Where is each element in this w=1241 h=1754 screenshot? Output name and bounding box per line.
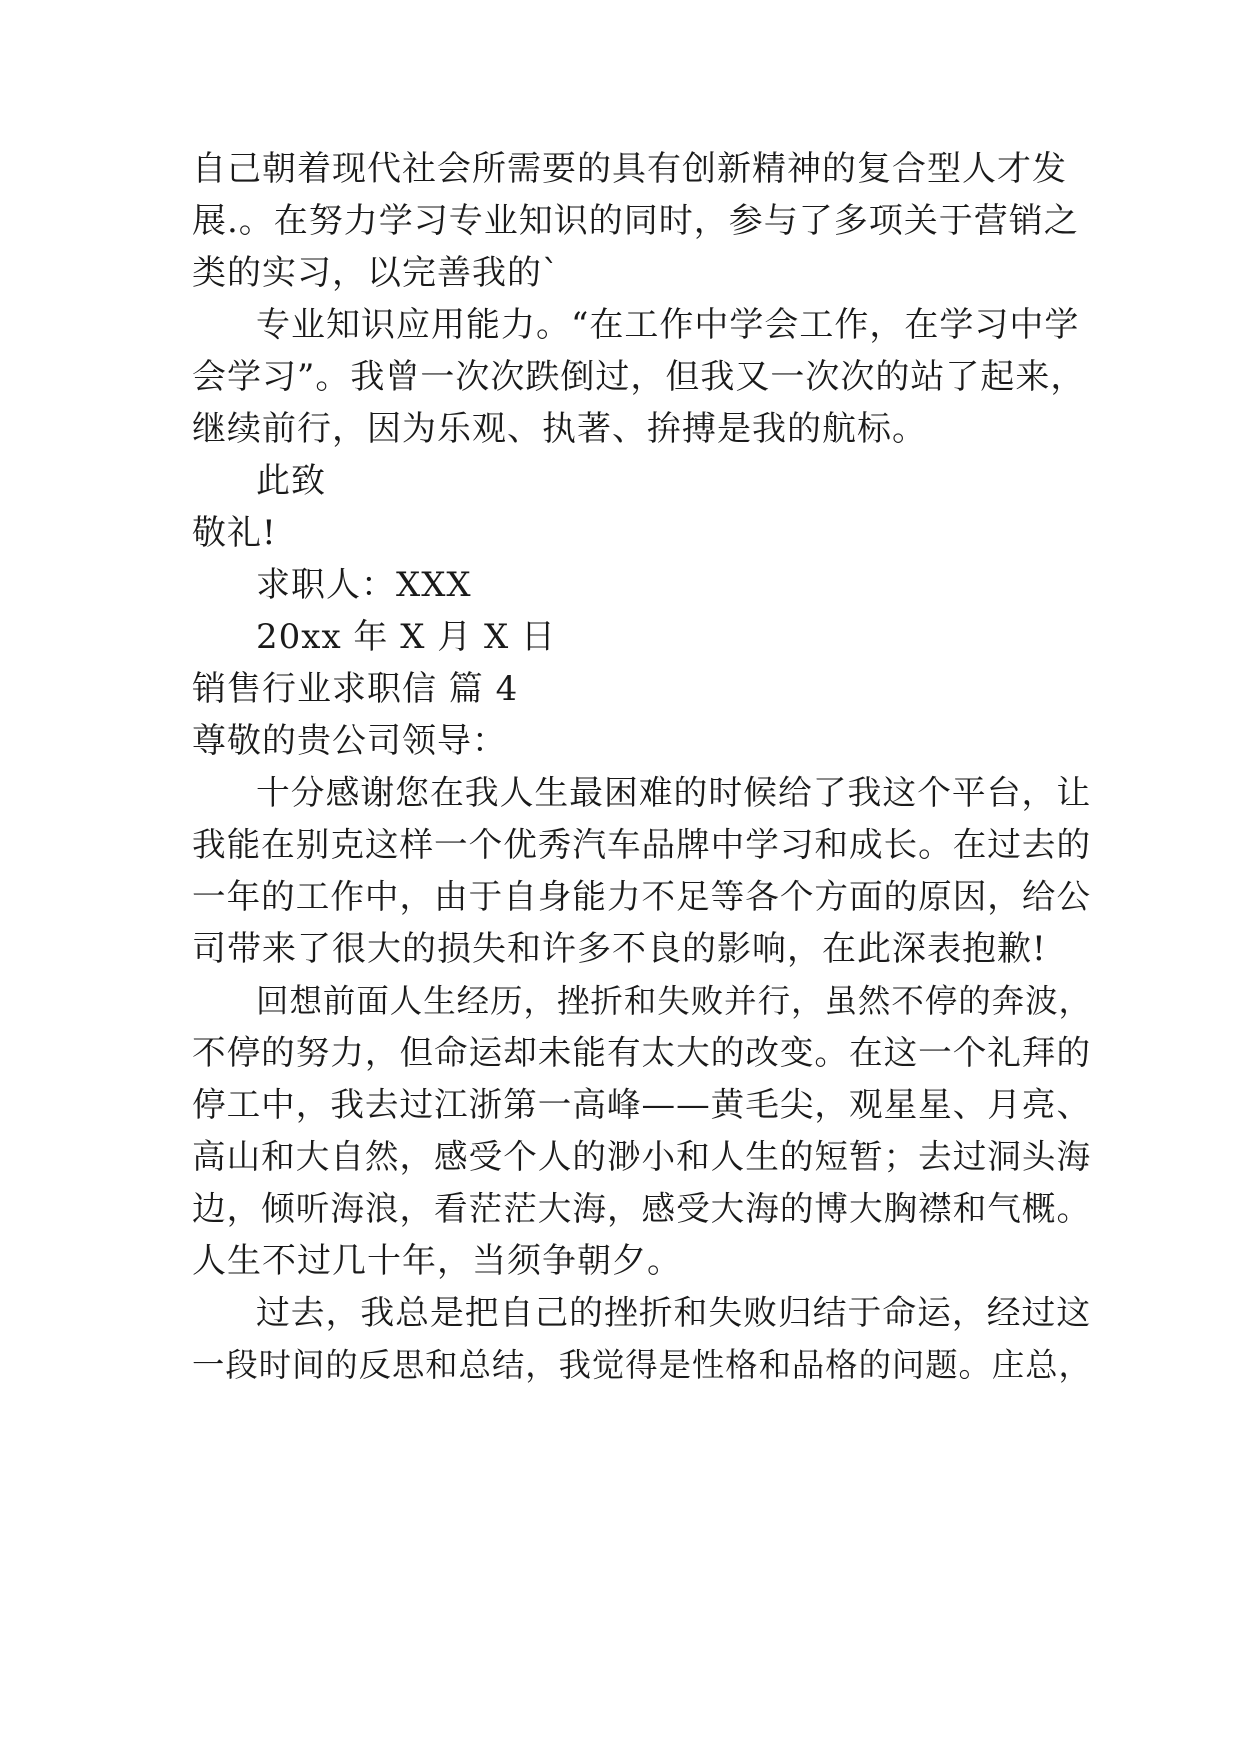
paragraph-line: 司带来了很大的损失和许多不良的影响，在此深表抱歉!	[192, 929, 1047, 969]
greeting-line: 尊敬的贵公司领导：	[192, 721, 507, 761]
paragraph-line: 一段时间的反思和总结，我觉得是性格和品格的问题。庄总，	[192, 1346, 1092, 1384]
section-title: 销售行业求职信 篇 4	[192, 669, 519, 709]
paragraph-line: 自己朝着现代社会所需要的具有创新精神的复合型人才发	[192, 149, 1067, 189]
paragraph-line: 专业知识应用能力。“在工作中学会工作，在学习中学	[256, 305, 1080, 345]
paragraph-line: 一年的工作中，由于自身能力不足等各个方面的原因，给公	[192, 877, 1092, 916]
paragraph-line: 人生不过几十年，当须争朝夕。	[192, 1241, 682, 1281]
date-line: 20xx 年 X 月 X 日	[256, 617, 557, 657]
paragraph-line: 过去，我总是把自己的挫折和失败归结于命运，经过这	[256, 1293, 1092, 1332]
paragraph-line: 不停的努力，但命运却未能有太大的改变。在这一个礼拜的	[192, 1033, 1092, 1072]
salutation-line: 敬礼!	[192, 513, 277, 553]
paragraph-line: 继续前行，因为乐观、执著、拚搏是我的航标。	[192, 409, 927, 449]
paragraph-line: 会学习”。我曾一次次跌倒过，但我又一次次的站了起来，	[192, 357, 1086, 397]
paragraph-line: 我能在别克这样一个优秀汽车品牌中学习和成长。在过去的	[192, 825, 1092, 864]
closing-line: 此致	[256, 461, 326, 501]
signature-line: 求职人：XXX	[256, 565, 472, 605]
paragraph-line: 边，倾听海浪，看茫茫大海，感受大海的博大胸襟和气概。	[192, 1189, 1092, 1228]
paragraph-line: 停工中，我去过江浙第一高峰——黄毛尖，观星星、月亮、	[192, 1085, 1092, 1124]
paragraph-line: 类的实习，以完善我的`	[192, 253, 560, 293]
paragraph-line: 回想前面人生经历，挫折和失败并行，虽然不停的奔波，	[256, 982, 1092, 1020]
paragraph-line: 十分感谢您在我人生最困难的时候给了我这个平台，让	[256, 773, 1092, 812]
paragraph-line: 展.。在努力学习专业知识的同时，参与了多项关于营销之	[192, 201, 1079, 241]
paragraph-line: 高山和大自然，感受个人的渺小和人生的短暂；去过洞头海	[192, 1137, 1092, 1176]
